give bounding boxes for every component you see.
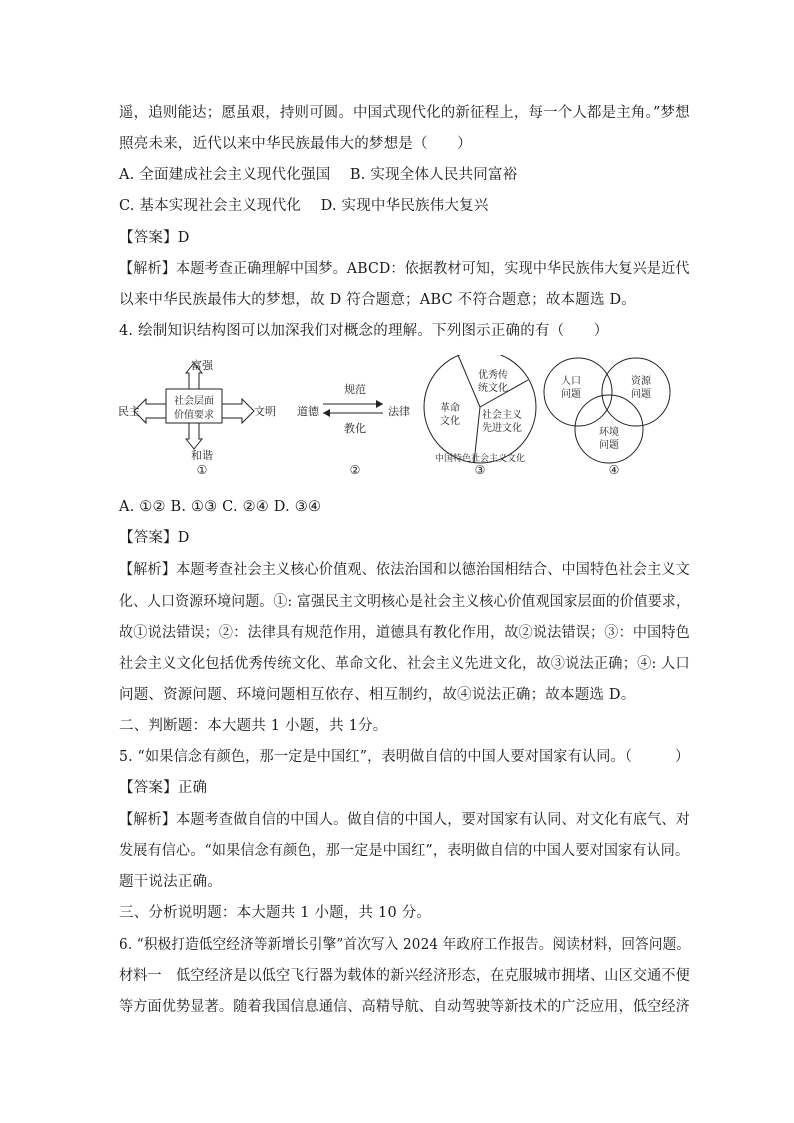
- answer-line: 【答案】D: [119, 230, 190, 246]
- section-heading: 三、分析说明题：本大题共 1 小题，共 10 分。: [119, 905, 432, 921]
- diagram-number: ①: [196, 463, 208, 477]
- option-line: C. 基本实现社会主义现代化 D. 实现中华民族伟大复兴: [119, 198, 489, 214]
- label-left: 民主: [118, 405, 140, 418]
- arrow-label-bottom: 教化: [344, 422, 366, 435]
- diagram-population-resources-environment: [544, 358, 670, 477]
- center-label: 价值要求: [174, 410, 214, 421]
- analysis-line: 【解析】本题考查正确理解中国梦。ABCD：依据教材可知，实现中华民族伟大复兴是近代: [119, 261, 690, 277]
- label-law: 法律: [388, 405, 410, 418]
- diagram-morality-law: [297, 382, 410, 477]
- option-line: A. 全面建成社会主义现代化强国 B. 实现全体人民共同富裕: [119, 167, 518, 183]
- label-right: 文明: [254, 405, 276, 418]
- question-line: 5. “如果信念有颜色，那一定是中国红”，表明做自信的中国人要对国家有认同。（ ）: [119, 749, 690, 765]
- diagram-core-values: [118, 358, 276, 477]
- text-line: 照亮未来，近代以来中华民族最伟大的梦想是（ ）: [119, 136, 472, 152]
- material-line: 等方面优势显著。随着我国信息通信、高精导航、自动驾驶等新技术的广泛应用，低空经济: [119, 999, 690, 1015]
- venn-label: 资源: [631, 376, 651, 387]
- question-line: 6. “积极打造低空经济等新增长引擎”首次写入 2024 年政府工作报告。阅读材料，回答问题。: [119, 937, 691, 953]
- material-line: 材料一 低空经济是以低空飞行器为载体的新兴经济形态，在克服城市拥堵、山区交通不便: [119, 968, 690, 984]
- answer-line: 【答案】D: [119, 530, 190, 546]
- analysis-line: 【解析】本题考查社会主义核心价值观、依法治国和以德治国相结合、中国特色社会主义文: [119, 562, 690, 578]
- venn-label: 人口: [561, 376, 581, 387]
- analysis-line: 发展有信心。“如果信念有颜色，那一定是中国红”，表明做自信的中国人要对国家有认同。: [119, 843, 690, 859]
- analysis-line: 题干说法正确。: [119, 874, 222, 890]
- section-heading: 二、判断题：本大题共 1 小题，共 1分。: [119, 718, 388, 734]
- question-line: 4. 绘制知识结构图可以加深我们对概念的理解。下列图示正确的有（ ）: [119, 323, 609, 339]
- arrow-label-top: 规范: [344, 383, 366, 396]
- slice-label: 革命: [440, 403, 460, 414]
- analysis-line: 故①说法错误；②：法律具有规范作用，道德具有教化作用，故②说法错误；③：中国特色: [119, 625, 690, 641]
- diagram-number: ③: [474, 463, 486, 477]
- venn-label: 问题: [599, 440, 619, 451]
- label-bottom: 和谐: [191, 449, 213, 462]
- diagram-number: ②: [349, 463, 361, 477]
- center-label: 社会层面: [174, 396, 214, 407]
- diagram-number: ④: [608, 463, 620, 477]
- venn-label: 问题: [561, 389, 581, 400]
- slice-label: 优秀传: [478, 370, 508, 381]
- slice-label: 统文化: [478, 383, 508, 394]
- slice-label: 文化: [440, 416, 460, 427]
- analysis-line: 社会主义文化包括优秀传统文化、革命文化、社会主义先进文化，故③说法正确；④: 人口: [119, 656, 690, 672]
- slice-label: 社会主义: [482, 410, 522, 421]
- answer-line: 【答案】正确: [119, 780, 208, 796]
- diagram-socialist-culture: [424, 355, 536, 477]
- venn-label: 问题: [631, 389, 651, 400]
- label-morality: 道德: [297, 405, 319, 418]
- analysis-line: 化、人口资源环境问题。①: 富强民主文明核心是社会主义核心价值观国家层面的价值要求，: [119, 594, 690, 610]
- label-top: 富强: [191, 359, 213, 372]
- knowledge-structure-figure: [118, 355, 678, 485]
- option-line: A. ①② B. ①③ C. ②④ D. ③④: [119, 499, 322, 515]
- analysis-line: 【解析】本题考查做自信的中国人。做自信的中国人，要对国家有认同、对文化有底气、对: [119, 812, 690, 828]
- text-line: 遥，追则能达；愿虽艰，持则可圆。中国式现代化的新征程上，每一个人都是主角。”梦想: [119, 105, 690, 121]
- analysis-line: 问题、资源问题、环境问题相互依存、相互制约，故④说法正确；故本题选 D。: [119, 687, 636, 703]
- diagram-caption: 中国特色社会主义文化: [434, 454, 526, 464]
- venn-label: 环境: [599, 427, 619, 438]
- slice-label: 先进文化: [482, 423, 522, 434]
- analysis-line: 以来中华民族最伟大的梦想，故 D 符合题意；ABC 不符合题意；故本题选 D。: [119, 292, 636, 308]
